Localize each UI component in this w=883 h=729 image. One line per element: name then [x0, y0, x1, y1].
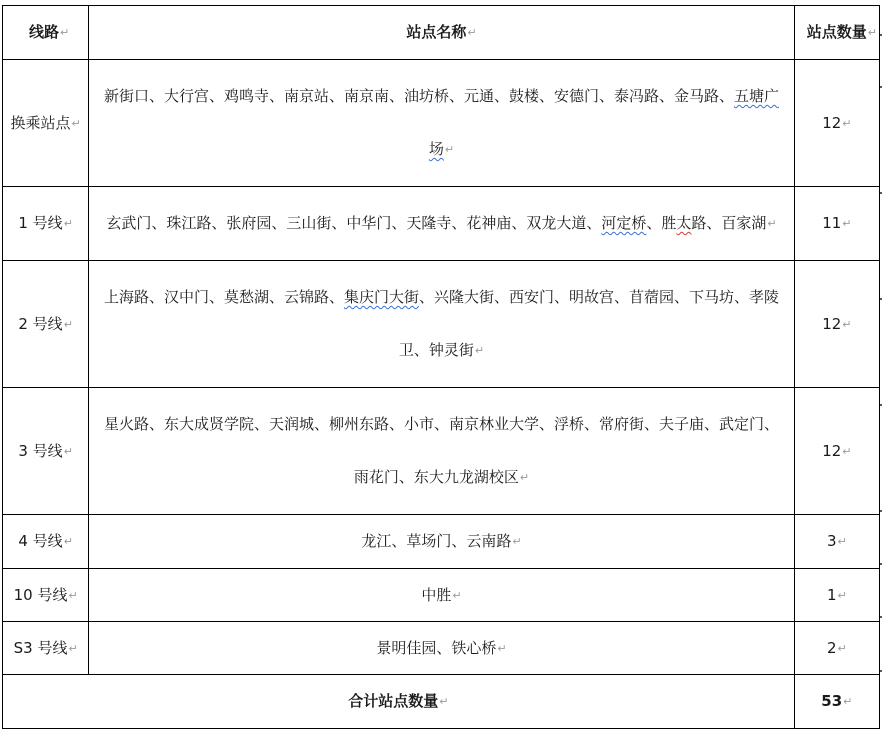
paragraph-mark-icon: ↵ — [467, 26, 477, 39]
header-names-label: 站点名称 — [406, 23, 467, 41]
paragraph-mark-icon: ↵ — [63, 317, 73, 331]
line-cell — [3, 388, 89, 515]
table-row — [3, 261, 880, 388]
row-end-marker — [880, 34, 882, 36]
header-names — [89, 6, 794, 60]
paragraph-mark-icon: ↵ — [842, 444, 852, 458]
metro-station-table — [2, 5, 880, 729]
line-name: 2 号线 — [18, 314, 63, 333]
row-end-marker — [880, 192, 882, 194]
station-count-cell — [794, 515, 879, 569]
header-line-label: 线路 — [29, 23, 60, 41]
paragraph-mark-icon: ↵ — [452, 588, 462, 602]
table-row — [3, 187, 880, 261]
station-count: 12 — [822, 441, 842, 460]
table-row — [3, 515, 880, 569]
table-row — [3, 622, 880, 675]
station-names-cell — [89, 388, 794, 515]
table-row — [3, 569, 880, 622]
paragraph-mark-icon: ↵ — [512, 535, 522, 548]
station-names-text: 上海路、汉中门、莫愁湖、云锦路、 — [103, 288, 344, 306]
paragraph-mark-icon: ↵ — [767, 217, 777, 230]
paragraph-mark-icon: ↵ — [63, 444, 73, 458]
station-count-cell — [794, 622, 879, 675]
row-end-marker — [880, 563, 882, 565]
line-name: 换乘站点 — [10, 113, 71, 132]
paragraph-mark-icon: ↵ — [71, 116, 81, 130]
station-count-cell — [794, 569, 879, 622]
line-cell — [3, 515, 89, 569]
station-count: 3 — [826, 532, 837, 550]
station-count-cell — [794, 60, 879, 187]
row-end-marker — [880, 510, 882, 512]
station-names-text: 、胜 — [646, 214, 677, 232]
line-name: 10 号线 — [13, 585, 68, 604]
line-cell — [3, 569, 89, 622]
header-count — [794, 6, 879, 60]
paragraph-mark-icon: ↵ — [474, 344, 485, 357]
row-end-marker — [880, 298, 882, 300]
station-names-text: 中胜 — [421, 585, 452, 604]
station-count-cell — [794, 187, 879, 261]
spellcheck-flagged-text: 河定桥 — [601, 214, 647, 232]
line-name: 3 号线 — [18, 441, 63, 460]
line-cell — [3, 261, 89, 388]
station-count: 2 — [826, 638, 837, 657]
total-label: 合计站点数量 — [348, 692, 439, 710]
paragraph-mark-icon: ↵ — [842, 317, 852, 331]
station-names-text: 、兴隆大街、西安门、明故宫、苜蓿园、下马坊、孝陵卫、钟灵街 — [398, 288, 779, 359]
row-end-marker — [880, 404, 882, 406]
station-count-cell — [794, 261, 879, 388]
station-count: 12 — [822, 314, 842, 333]
station-names-text: 路、百家湖 — [691, 214, 767, 232]
station-names-text: 龙江、草场门、云南路 — [361, 532, 512, 550]
header-row — [3, 6, 880, 60]
station-count-cell — [794, 388, 879, 515]
paragraph-mark-icon: ↵ — [439, 695, 449, 708]
header-count-label: 站点数量 — [806, 23, 867, 41]
paragraph-mark-icon: ↵ — [497, 641, 507, 655]
line-name: 4 号线 — [18, 532, 63, 550]
station-names-cell — [89, 622, 794, 675]
paragraph-mark-icon: ↵ — [842, 116, 852, 130]
line-cell — [3, 60, 89, 187]
paragraph-mark-icon: ↵ — [60, 26, 70, 39]
spellcheck-flagged-text: 五塘广场 — [428, 87, 779, 158]
station-names-cell — [89, 60, 794, 187]
station-names-cell — [89, 569, 794, 622]
row-end-marker — [880, 616, 882, 618]
line-name: S3 号线 — [13, 638, 68, 657]
table-row — [3, 388, 880, 515]
total-value-cell — [794, 675, 879, 729]
line-cell — [3, 187, 89, 261]
station-names-text: 星火路、东大成贤学院、天润城、柳州东路、小市、南京林业大学、浮桥、常府街、夫子庙、武定门、雨花门、东大九龙湖校区 — [103, 415, 779, 486]
paragraph-mark-icon: ↵ — [519, 471, 530, 484]
spellcheck-flagged-text: 集庆门大街 — [343, 288, 419, 306]
paragraph-mark-icon: ↵ — [68, 588, 78, 602]
line-cell — [3, 622, 89, 675]
paragraph-mark-icon: ↵ — [837, 641, 847, 655]
paragraph-mark-icon: ↵ — [837, 535, 847, 548]
line-name: 1 号线 — [18, 214, 63, 232]
station-names-cell — [89, 515, 794, 569]
paragraph-mark-icon: ↵ — [867, 26, 877, 39]
row-end-marker — [880, 86, 882, 88]
station-count: 11 — [822, 214, 842, 232]
paragraph-mark-icon: ↵ — [843, 695, 853, 708]
total-label-cell — [3, 675, 795, 729]
station-count: 12 — [822, 113, 842, 132]
paragraph-mark-icon: ↵ — [68, 641, 78, 655]
station-names-text: 玄武门、珠江路、张府园、三山街、中华门、天隆寺、花神庙、双龙大道、 — [106, 214, 602, 232]
station-names-text: 新街口、大行宫、鸡鸣寺、南京站、南京南、油坊桥、元通、鼓楼、安德门、泰冯路、金马路、 — [103, 87, 734, 105]
station-names-cell — [89, 187, 794, 261]
station-names-cell — [89, 261, 794, 388]
table-row — [3, 60, 880, 187]
spellcheck-error-text: 太 — [676, 214, 692, 232]
paragraph-mark-icon: ↵ — [63, 217, 73, 230]
paragraph-mark-icon: ↵ — [63, 535, 73, 548]
paragraph-mark-icon: ↵ — [842, 217, 852, 230]
header-line — [3, 6, 89, 60]
station-count: 1 — [826, 585, 837, 604]
station-names-text: 景明佳园、铁心桥 — [376, 638, 497, 657]
total-row — [3, 675, 880, 729]
paragraph-mark-icon: ↵ — [444, 143, 455, 156]
paragraph-mark-icon: ↵ — [837, 588, 847, 602]
total-value: 53 — [821, 692, 843, 710]
row-end-marker — [880, 670, 882, 672]
